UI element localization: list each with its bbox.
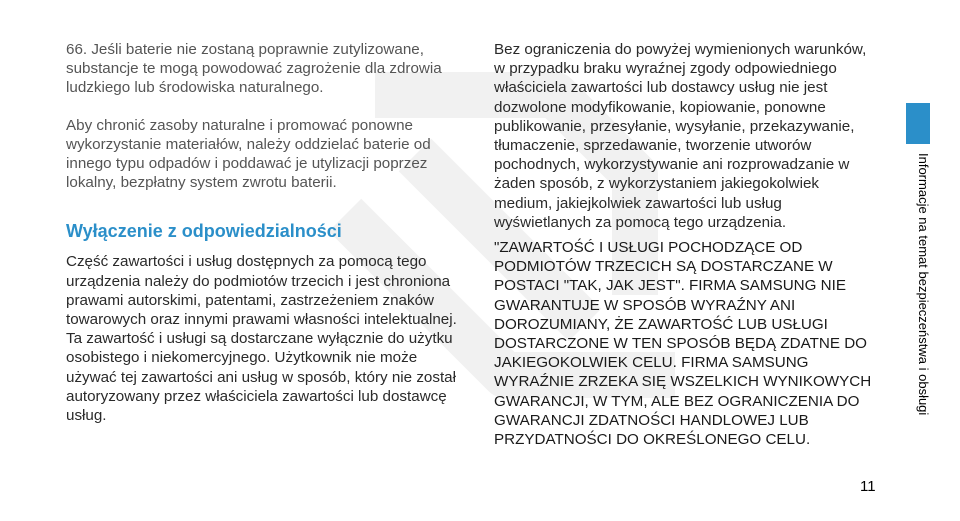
section-heading: Wyłączenie z odpowiedzialności xyxy=(66,221,342,242)
warranty-disclaimer-paragraph: "ZAWARTOŚĆ I USŁUGI POCHODZĄCE OD PODMIOTÓW TRZECICH SĄ DOSTARCZANE W POSTACI "TAK, JAK JEST". FIRMA SAMSUNG NIE GWARANTUJE W SPOSÓB WYRAŹNY ANI DOROZUMIANY, ŻE ZAWARTOŚĆ LUB USŁUGI DOSTARCZONE W TEN SPOSÓB BĘDĄ ZDATNE DO JAKIEGOKOLWIEK CELU. FIRMA SAMSUNG WYRAŹNIE ZRZEKA SIĘ WSZELKICH WYNIKOWYCH GWARANCJI, W TYM, ALE BEZ OGRANICZENIA DO GWARANCJI ZDATNOŚCI HANDLOWEJ LUB PRZYDATNOŚCI DO OKREŚLONEGO CELU. xyxy=(494,239,872,449)
battery-disposal-paragraph: 66. Jeśli baterie nie zostaną poprawnie zutylizowane, substancje te mogą powodować zagrożenie dla zdrowia ludzkiego lub środowiska naturalnego. xyxy=(66,41,442,97)
battery-recycling-paragraph: Aby chronić zasoby naturalne i promować ponowne wykorzystanie materiałów, należy oddzielać baterie od innego typu odpadów i poddawać je utylizacji poprzez lokalny, bezpłatny system zwrotu baterii. xyxy=(66,116,431,192)
page-number: 11 xyxy=(860,478,876,495)
restrictions-paragraph: Bez ograniczenia do powyżej wymienionych warunków, w przypadku braku wyraźnej zgody odpowiedniego właściciela zawartości lub dostawcy usług nie jest dozwolone modyfikowanie, kopiowanie, ponowne publikowanie, przesyłanie, wysyłanie, przekazywanie, tłumaczenie, sprzedawanie, tworzenie utworów pochodnych, wykorzystywanie ani rozprowadzanie w żaden sposób, z wykorzystaniem jakiegokolwiek medium, jakiejkolwiek zawartości lub usług wyświetlanych za pomocą tego urządzenia. xyxy=(494,41,867,231)
section-marker-tab xyxy=(906,103,930,144)
section-title-vertical: Informacje na temat bezpieczeństwa i obsługi xyxy=(916,153,931,416)
disclaimer-paragraph: Część zawartości i usług dostępnych za pomocą tego urządzenia należy do podmiotów trzecich i jest chroniona prawami autorskimi, patentami, zastrzeżeniem znaków towarowych oraz innymi prawami własności intelektualnej. Ta zawartość i usługi są dostarczane wyłącznie do użytku osobistego i niekomercyjnego. Użytkownik nie może używać tej zawartości ani usług w sposób, który nie został autoryzowany przez właściciela zawartości lub dostawcę usług. xyxy=(66,253,457,425)
left-column xyxy=(66,40,458,425)
right-column xyxy=(494,40,880,449)
